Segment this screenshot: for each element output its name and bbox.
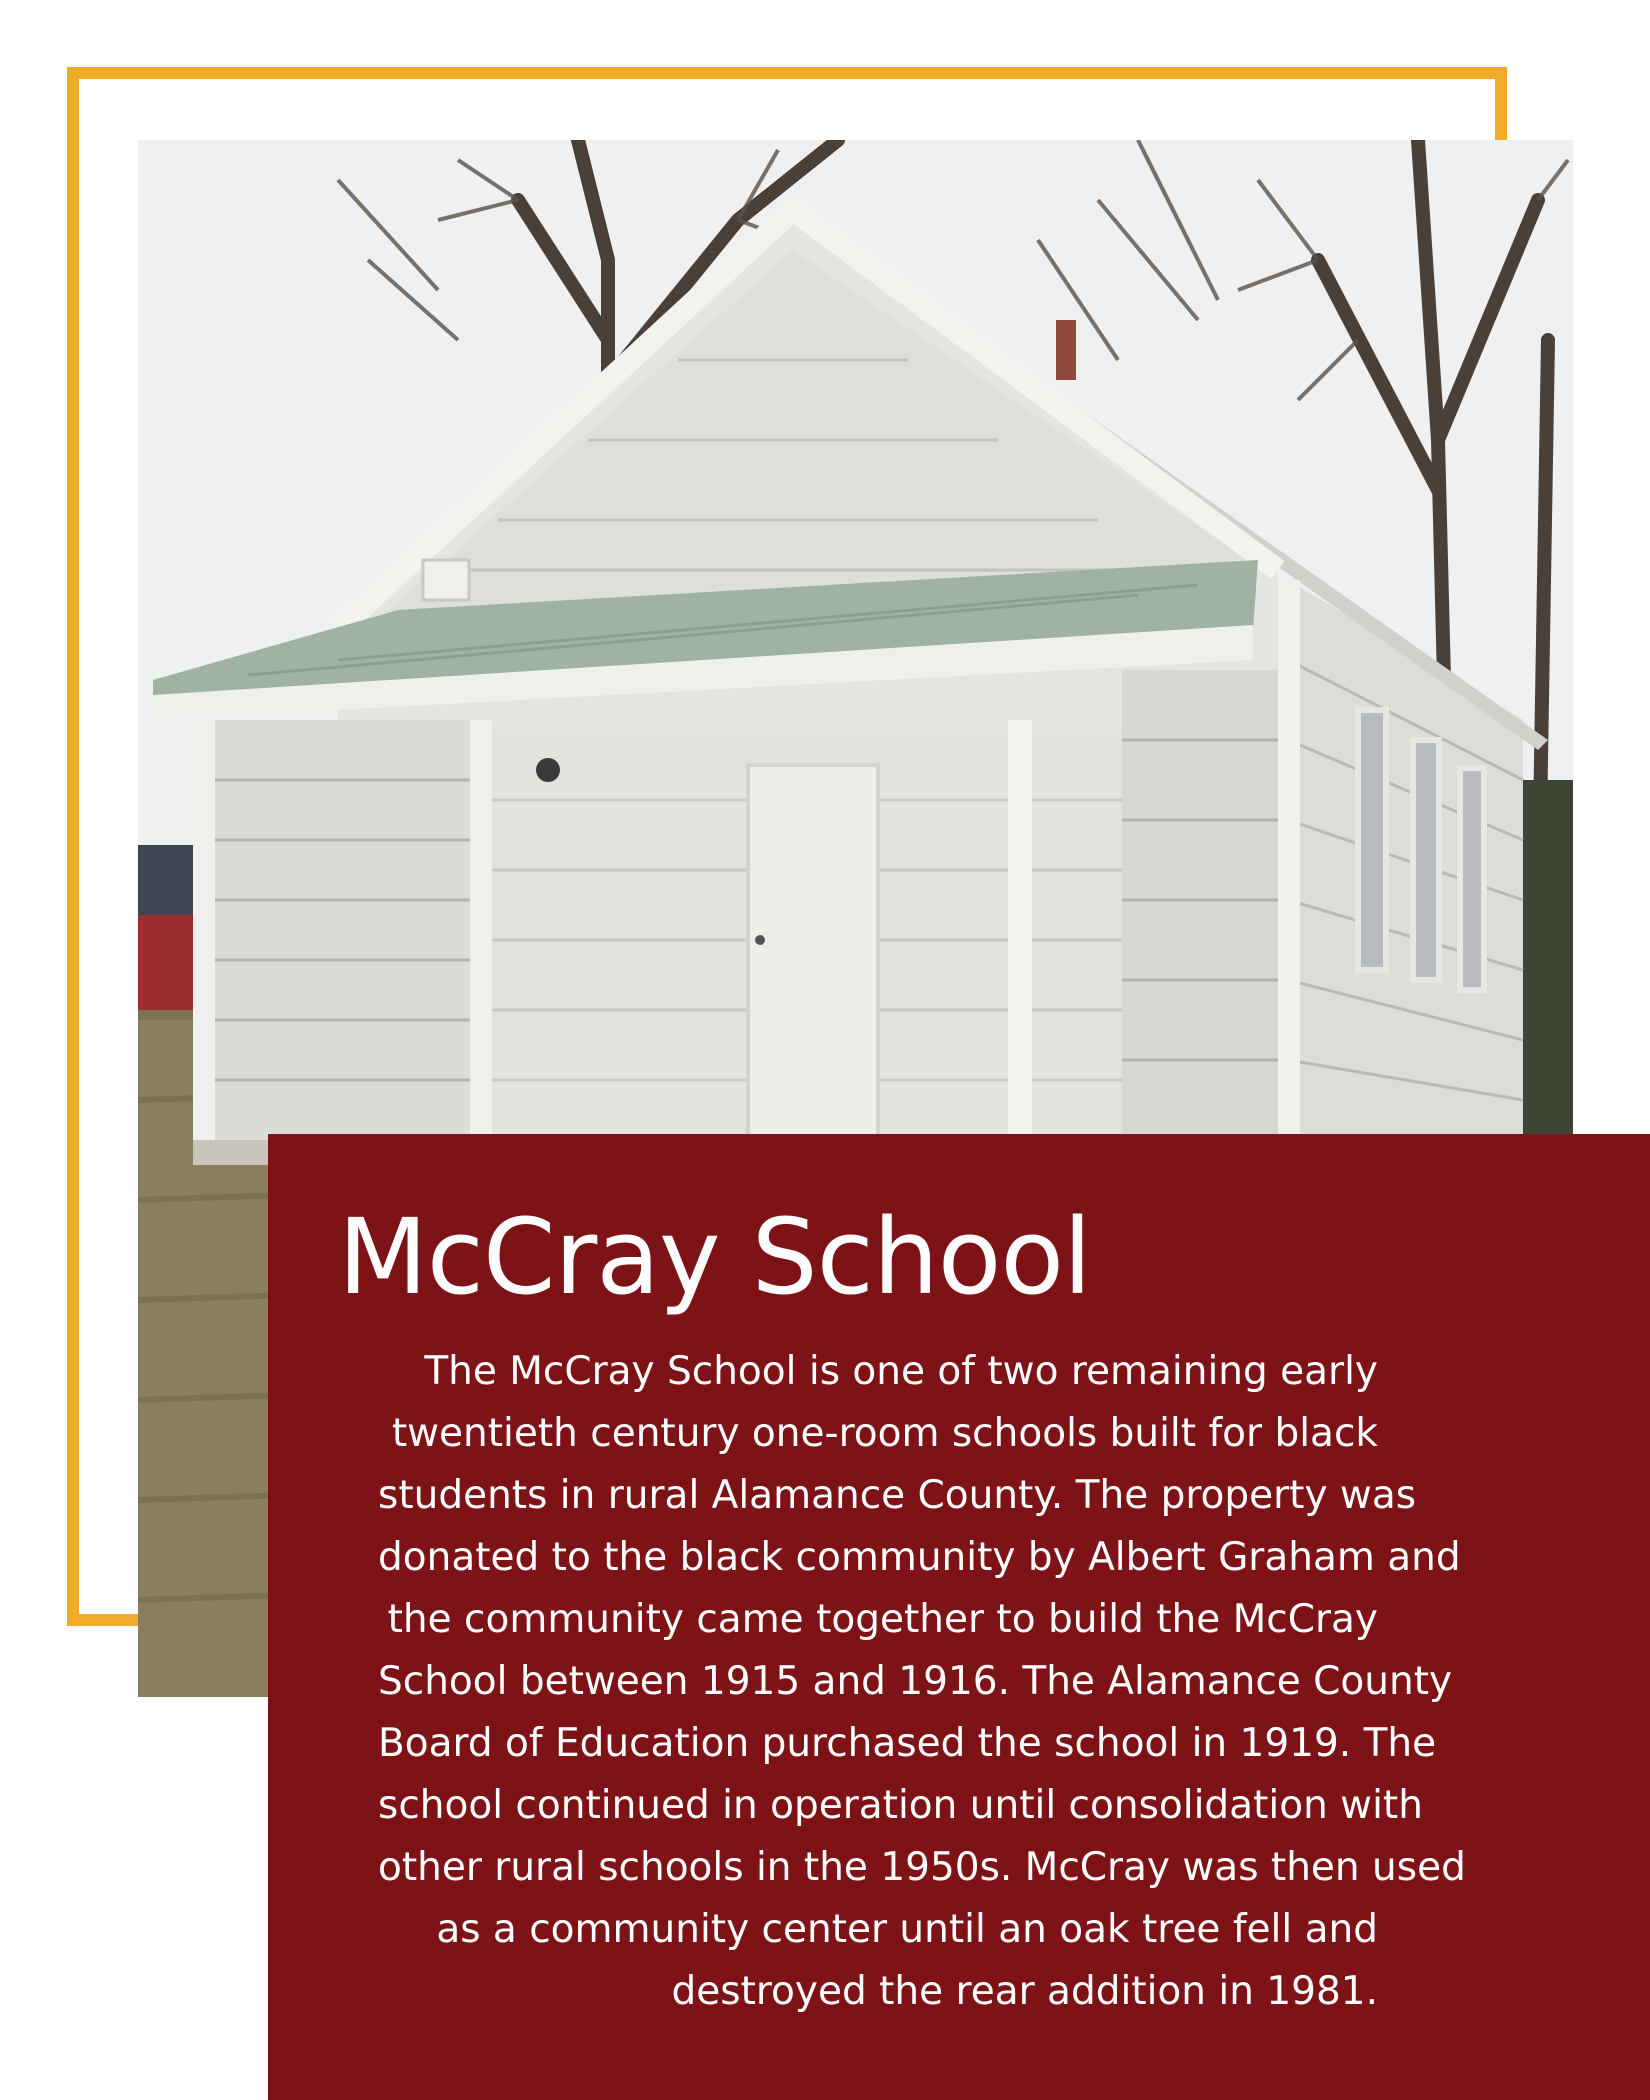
description-line: school continued in operation until consolidation with [378,1783,1423,1828]
description-line: as a community center until an oak tree fell and [436,1907,1378,1952]
description-line: destroyed the rear addition in 1981. [671,1969,1378,2014]
description-line: donated to the black community by Albert Graham and [378,1535,1461,1580]
description-line: School between 1915 and 1916. The Alamance County [378,1659,1453,1704]
description-line: other rural schools in the 1950s. McCray was then used [378,1845,1466,1890]
description-line: twentieth century one-room schools built for black [391,1411,1378,1456]
page-title: McCray School [338,1196,1091,1318]
description-line: Board of Education purchased the school in 1919. The [378,1721,1437,1766]
description-line: students in rural Alamance County. The property was [378,1473,1417,1518]
description-line: the community came together to build the McCray [387,1597,1378,1642]
description-text [378,1341,1466,2023]
description-panel [268,1134,1650,2100]
description-line: The McCray School is one of two remaining early [424,1349,1378,1394]
